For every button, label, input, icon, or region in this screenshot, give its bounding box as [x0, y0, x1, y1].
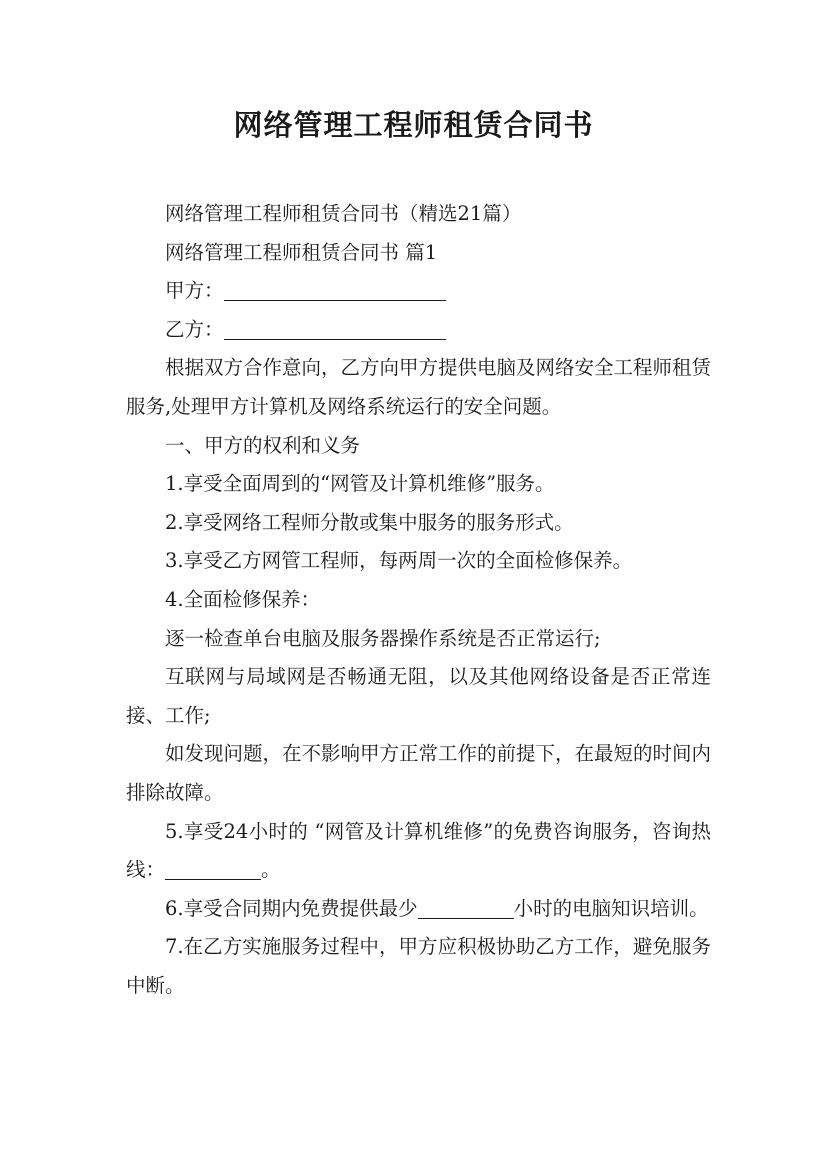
clause-heading: 一、甲方的权利和义务 [165, 433, 361, 457]
item-4: 4.全面检修保养： [165, 587, 321, 611]
item-6-text: 6.享受合同期内免费提供最少 [165, 896, 418, 920]
party-a-line [126, 272, 711, 311]
item-5 [126, 813, 711, 890]
party-a-blank [224, 281, 446, 302]
training-hours-blank [418, 898, 514, 919]
section-heading: 网络管理工程师租赁合同书 篇1 [165, 240, 438, 264]
check-1: 逐一检查单台电脑及服务器操作系统是否正常运行; [165, 626, 601, 650]
document-body [126, 195, 711, 1005]
subtitle: 网络管理工程师租赁合同书（精选21篇） [165, 202, 522, 225]
party-b-line [126, 311, 711, 350]
document-title: 网络管理工程师租赁合同书 [233, 108, 594, 142]
item-2: 2.享受网络工程师分散或集中服务的服务形式。 [165, 510, 574, 534]
item-1: 1.享受全面周到的“网管及计算机维修”服务。 [165, 472, 555, 496]
item-5-end: 。 [261, 858, 281, 882]
item-6-end: 小时的电脑知识培训。 [513, 896, 709, 920]
party-a-label: 甲方： [165, 279, 224, 303]
check-3: 如发现问题，在不影响甲方正常工作的前提下，在最短的时间内排除故障。 [126, 742, 712, 804]
intro-paragraph: 根据双方合作意向，乙方向甲方提供电脑及网络安全工程师租赁服务,处理甲方计算机及网络系统运行的安全问题。 [126, 356, 712, 418]
item-5-text: 5.享受24小时的 “网管及计算机维修”的免费咨询服务，咨询热线： [126, 819, 711, 882]
party-b-blank [224, 319, 446, 340]
item-7: 7.在乙方实施服务过程中，甲方应积极协助乙方工作，避免服务中断。 [126, 935, 711, 997]
item-3: 3.享受乙方网管工程师，每两周一次的全面检修保养。 [165, 549, 633, 573]
party-b-label: 乙方： [165, 317, 224, 341]
item-6 [126, 890, 711, 929]
check-2: 互联网与局域网是否畅通无阻，以及其他网络设备是否正常连接、工作; [126, 665, 711, 727]
hotline-blank [165, 860, 261, 881]
